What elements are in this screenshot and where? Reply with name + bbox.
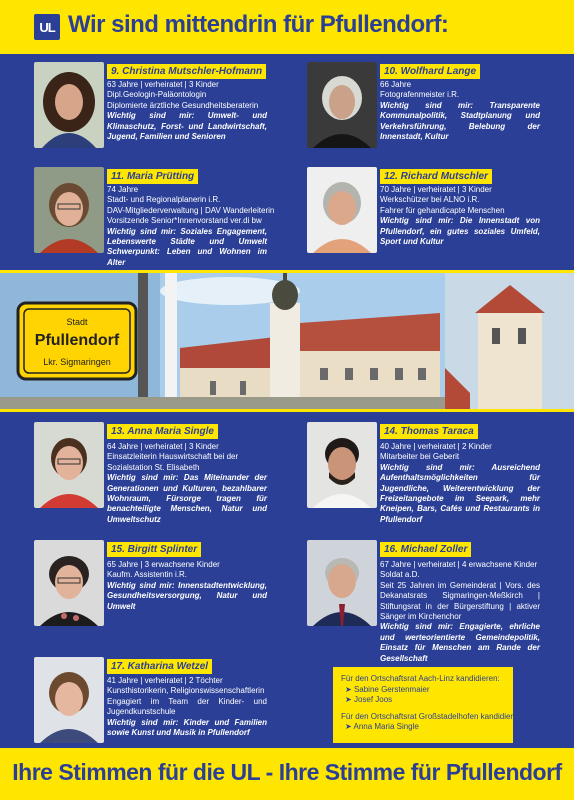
info-line: Fotografenmeister i.R.	[380, 90, 460, 100]
candidate-name-15: 15. Birgitt Splinter	[107, 542, 201, 557]
candidate-info-9	[107, 80, 267, 142]
candidate-info-10	[380, 80, 540, 142]
info-line: 64 Jahre | verheiratet | 3 Kinder	[107, 442, 219, 451]
candidate-info-15	[107, 560, 267, 612]
info-wichtig: Wichtig sind mir: Das Miteinander der Generationen und Kulturen, bezahlbarer Wohnraum, Fürsorge tragen für benachteiligte Menschen, Natur und Umweltschutz	[107, 473, 267, 524]
info-line: Stadt- und Regionalplanerin i.R.	[107, 195, 221, 205]
info-wichtig: Wichtig sind mir: Ausreichend Aufenthaltsmöglichkeiten für Jugendliche, Weiterentwicklung der Freizeitangebote im Seepark, mehr Kneipen, Bars, Cafés und Restaurants in Pfullendorf	[380, 462, 540, 524]
list-item	[341, 695, 505, 706]
town-banner	[0, 270, 574, 412]
header-band	[0, 0, 574, 54]
candidate-name-9: 9. Christina Mutschler-Hofmann	[107, 64, 266, 79]
info-line: Kaufm. Assistentin i.R.	[107, 570, 188, 580]
info-wichtig: Wichtig sind mir: Umwelt- und Klimaschutz, Forst- und Landwirtschaft, Jugend, Familien und Senioren	[107, 111, 267, 142]
info-line: 40 Jahre | verheiratet | 2 Kinder	[380, 442, 492, 451]
candidate-name-17: 17. Katharina Wetzel	[107, 659, 212, 674]
sign-line-town: Pfullendorf	[34, 332, 120, 349]
info-line: Diplomierte ärztliche Gesundheitsberaterin	[107, 100, 259, 110]
candidate-name-14: 14. Thomas Taraca	[380, 424, 478, 439]
candidate-photo-10	[307, 62, 377, 148]
candidate-name-16: 16. Michael Zoller	[380, 542, 471, 557]
candidate-name-12: 12. Richard Mutschler	[380, 169, 492, 184]
info-wichtig: Wichtig sind mir: Soziales Engagement, Lebenswerte Städte und Umwelt Schwerpunkt: Leben und Wohnen im Alter	[107, 226, 267, 267]
info-body: Seit 25 Jahren im Gemeinderat | Vors. des Dekanatsrats Sigmaringen-Meßkirch | Stiftungsrat in der Bürgerstiftung | aktiver Sänger im Kirchenchor	[380, 580, 540, 622]
info-line: Vorsitzende Senior*Innenvorstand ver.di bw	[107, 216, 262, 226]
info-line: Sozialstation St. Elisabeth	[107, 462, 200, 472]
candidate-info-17	[107, 676, 267, 738]
bullet-arrow-icon: ➤	[345, 684, 354, 694]
bullet-arrow-icon: ➤	[345, 722, 354, 731]
candidate-info-12	[380, 185, 540, 247]
info-line: Dipl.Geologin-Paläontologin	[107, 90, 207, 100]
candidate-photo-13	[34, 422, 104, 508]
sign-line-district: Lkr. Sigmaringen	[43, 357, 111, 367]
page-edge	[0, 800, 574, 808]
ortschaftsrat-heading-aach-linz: Für den Ortschaftsrat Aach-Linz kandidieren:	[341, 674, 500, 683]
candidate-info-16	[380, 560, 540, 664]
candidate-photo-12	[307, 167, 377, 253]
list-item-text: Josef Joos	[353, 695, 393, 704]
list-item	[341, 685, 505, 696]
info-line: Werkschützer bei ALNO i.R.	[380, 195, 480, 205]
info-line: 67 Jahre | verheiratet | 4 erwachsene Kinder	[380, 560, 538, 569]
candidate-info-13	[107, 442, 267, 525]
info-line: Soldat a.D.	[380, 570, 420, 580]
info-line: 70 Jahre | verheiratet | 3 Kinder	[380, 185, 492, 194]
info-line: 66 Jahre	[380, 80, 412, 89]
candidate-name-13: 13. Anna Maria Single	[107, 424, 218, 439]
info-wichtig: Wichtig sind mir: Innenstadtentwicklung, Gesundheitsversorgung, Natur und Umwelt	[107, 580, 267, 611]
info-wichtig: Wichtig sind mir: Engagierte, ehrliche und werteorientierte Gemeindepolitik, Einsatz für Menschen am Rande der Gesellschaft	[380, 622, 540, 663]
info-line: Einsatzleiterin Hauswirtschaft bei der	[107, 452, 239, 462]
candidate-name-10: 10. Wolfhard Lange	[380, 64, 480, 79]
list-item-text: Sabine Gerstenmaier	[353, 684, 430, 694]
page-title: Wir sind mittendrin für Pfullendorf:	[68, 11, 449, 38]
info-body: Engagiert im Team der Kinder- und Jugendkunstschule	[107, 696, 267, 717]
candidate-photo-14	[307, 422, 377, 508]
candidate-info-14	[380, 442, 540, 525]
candidate-photo-17	[34, 657, 104, 743]
info-line: Kunsthistorikerin, Religionswissenschaftlerin	[107, 686, 265, 696]
candidate-photo-16	[307, 540, 377, 626]
info-line: 41 Jahre | verheiratet | 2 Töchter	[107, 676, 223, 685]
info-line: 74 Jahre	[107, 185, 139, 194]
footer-band	[0, 748, 574, 800]
list-item-text: Anna Maria Single	[353, 722, 419, 731]
info-line: 65 Jahre | 3 erwachsene Kinder	[107, 560, 220, 569]
list-item	[341, 722, 505, 733]
info-line: Mitarbeiter bei Geberit	[380, 452, 460, 462]
ul-logo: UL	[34, 14, 60, 40]
info-line: DAV-Mitgliederverwaltung | DAV Wanderleiterin	[107, 205, 275, 215]
candidate-photo-15	[34, 540, 104, 626]
info-wichtig: Wichtig sind mir: Die Innenstadt von Pfullendorf, ein gutes soziales Umfeld, Sport und Kultur	[380, 216, 540, 247]
ortschaftsrat-box	[333, 667, 518, 743]
candidate-photo-9	[34, 62, 104, 148]
info-line: Fahrer für gehandicapte Menschen	[380, 205, 505, 215]
ortschaftsrat-heading-grossstadelhofen: Für den Ortschaftsrat Großstadelhofen kandidiert:	[341, 711, 518, 721]
sign-line-stadt: Stadt	[66, 317, 88, 327]
footer-slogan: Ihre Stimmen für die UL - Ihre Stimme für Pfullendorf	[12, 759, 562, 785]
candidate-name-11: 11. Maria Prütting	[107, 169, 198, 184]
candidate-photo-11	[34, 167, 104, 253]
candidate-info-11	[107, 185, 275, 268]
info-wichtig: Wichtig sind mir: Transparente Kommunalpolitik, Stadtplanung und Verkehrsführung, Belebung der Innenstadt, Kultur	[380, 100, 540, 142]
info-wichtig: Wichtig sind mir: Kinder und Familien sowie Kunst und Musik in Pfullendorf	[107, 717, 267, 738]
bullet-arrow-icon: ➤	[345, 695, 354, 704]
info-line: 63 Jahre | verheiratet | 3 Kinder	[107, 80, 219, 89]
